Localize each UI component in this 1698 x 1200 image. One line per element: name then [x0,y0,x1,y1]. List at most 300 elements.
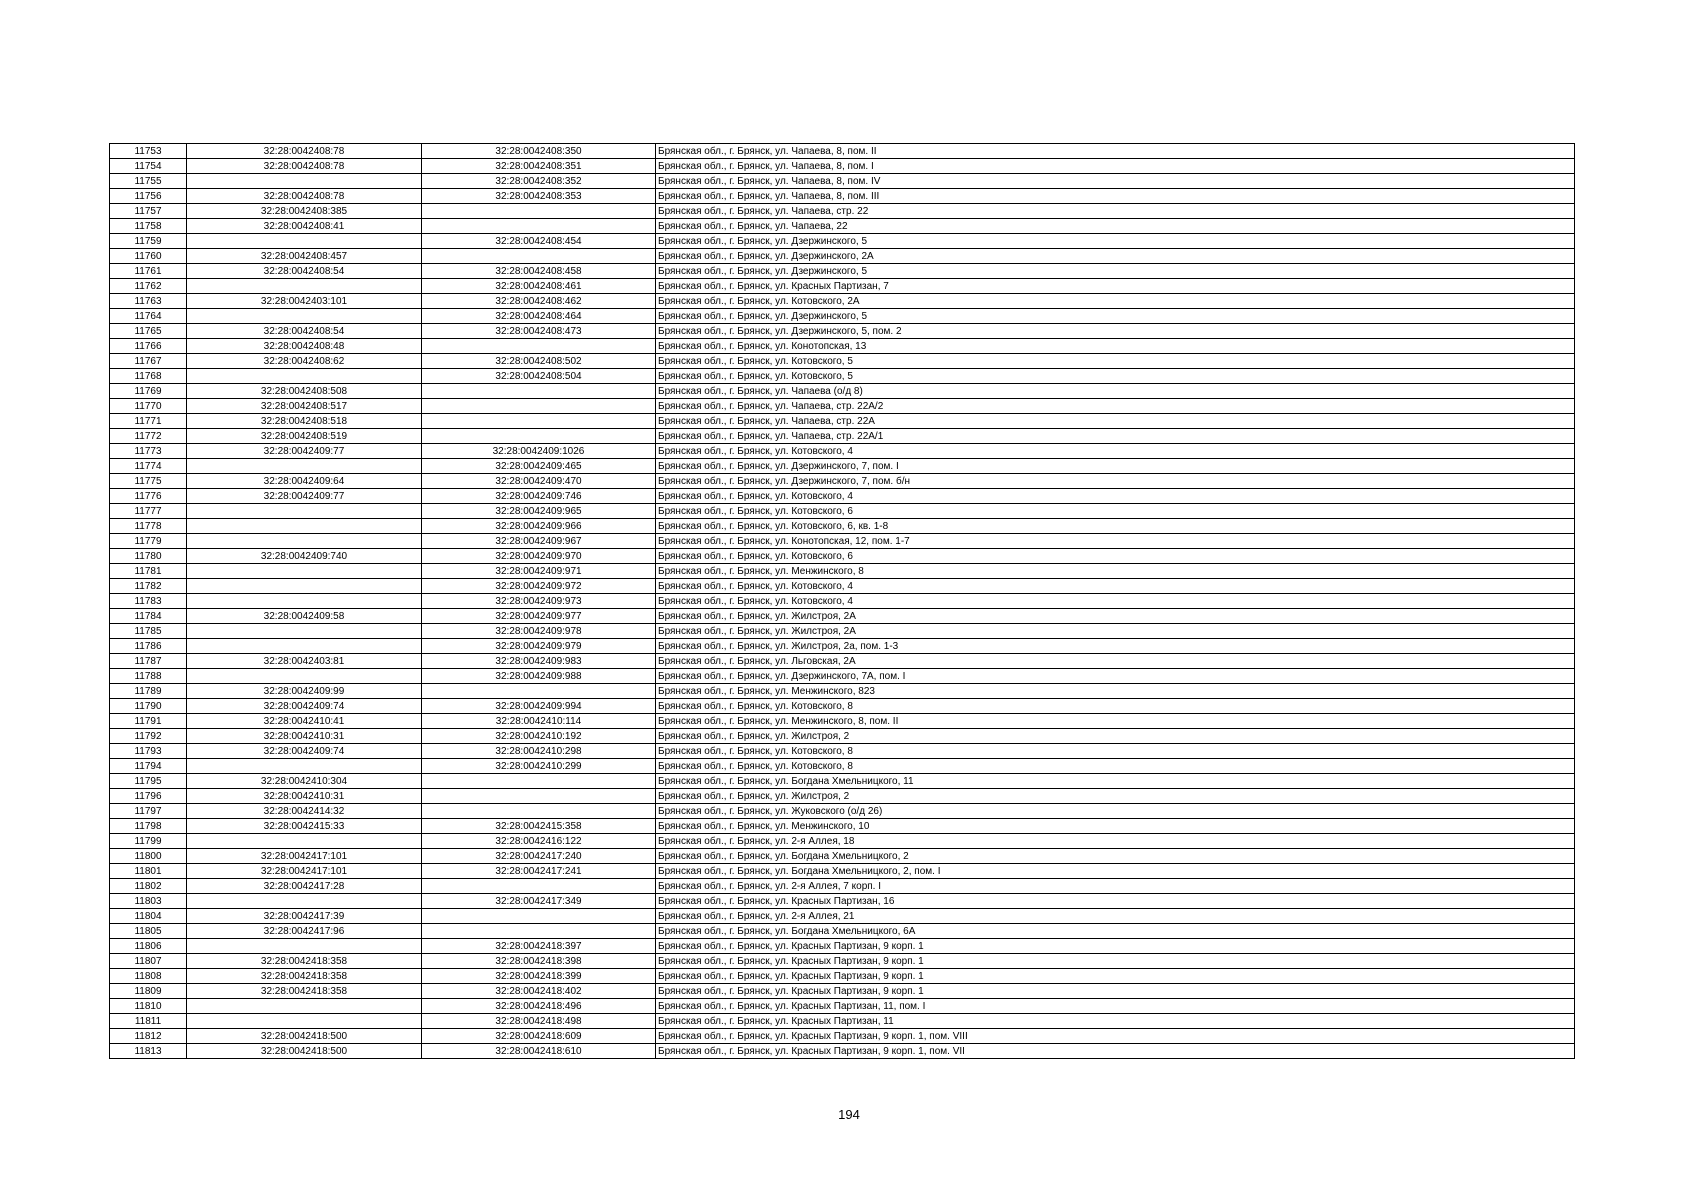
object-number-cell: 32:28:0042409:967 [422,534,656,549]
table-row [110,324,1575,339]
address-cell: Брянская обл., г. Брянск, ул. Богдана Хмельницкого, 11 [656,774,1575,789]
address-cell: Брянская обл., г. Брянск, ул. Чапаева, 8, пом. II [656,144,1575,159]
address-cell: Брянская обл., г. Брянск, ул. Жилстроя, 2А [656,609,1575,624]
row-number-cell: 11771 [110,414,187,429]
address-cell: Брянская обл., г. Брянск, ул. Менжинского, 823 [656,684,1575,699]
parcel-number-cell: 32:28:0042408:54 [187,324,422,339]
object-number-cell: 32:28:0042409:988 [422,669,656,684]
parcel-number-cell: 32:28:0042417:39 [187,909,422,924]
row-number-cell: 11811 [110,1014,187,1029]
table-row [110,699,1575,714]
address-cell: Брянская обл., г. Брянск, ул. Красных Партизан, 9 корп. 1 [656,954,1575,969]
parcel-number-cell: 32:28:0042408:78 [187,159,422,174]
address-cell: Брянская обл., г. Брянск, ул. Красных Партизан, 9 корп. 1 [656,939,1575,954]
address-cell: Брянская обл., г. Брянск, ул. Красных Партизан, 7 [656,279,1575,294]
address-cell: Брянская обл., г. Брянск, ул. Дзержинского, 5 [656,234,1575,249]
parcel-number-cell [187,534,422,549]
row-number-cell: 11758 [110,219,187,234]
object-number-cell: 32:28:0042408:458 [422,264,656,279]
object-number-cell: 32:28:0042410:298 [422,744,656,759]
table-row [110,369,1575,384]
parcel-number-cell: 32:28:0042418:500 [187,1044,422,1059]
table-row [110,354,1575,369]
parcel-number-cell [187,639,422,654]
table-row [110,789,1575,804]
object-number-cell: 32:28:0042418:498 [422,1014,656,1029]
table-row [110,774,1575,789]
object-number-cell: 32:28:0042418:610 [422,1044,656,1059]
row-number-cell: 11774 [110,459,187,474]
table-row [110,849,1575,864]
table-row [110,819,1575,834]
object-number-cell [422,399,656,414]
address-cell: Брянская обл., г. Брянск, ул. Котовского, 4 [656,594,1575,609]
object-number-cell: 32:28:0042409:973 [422,594,656,609]
address-cell: Брянская обл., г. Брянск, ул. Богдана Хмельницкого, 6А [656,924,1575,939]
object-number-cell: 32:28:0042409:977 [422,609,656,624]
object-number-cell: 32:28:0042409:994 [422,699,656,714]
row-number-cell: 11764 [110,309,187,324]
parcel-number-cell: 32:28:0042409:58 [187,609,422,624]
row-number-cell: 11778 [110,519,187,534]
address-cell: Брянская обл., г. Брянск, ул. Котовского, 5 [656,369,1575,384]
object-number-cell: 32:28:0042409:1026 [422,444,656,459]
address-cell: Брянская обл., г. Брянск, ул. Чапаева (о/д 8) [656,384,1575,399]
row-number-cell: 11776 [110,489,187,504]
row-number-cell: 11800 [110,849,187,864]
object-number-cell: 32:28:0042418:399 [422,969,656,984]
row-number-cell: 11810 [110,999,187,1014]
table-row [110,384,1575,399]
object-number-cell: 32:28:0042408:353 [422,189,656,204]
address-cell: Брянская обл., г. Брянск, ул. Жилстроя, 2 [656,729,1575,744]
table-row [110,489,1575,504]
parcel-number-cell: 32:28:0042417:28 [187,879,422,894]
table-row [110,684,1575,699]
parcel-number-cell [187,234,422,249]
address-cell: Брянская обл., г. Брянск, ул. Жилстроя, 2а, пом. 1-3 [656,639,1575,654]
row-number-cell: 11798 [110,819,187,834]
object-number-cell: 32:28:0042410:114 [422,714,656,729]
address-cell: Брянская обл., г. Брянск, ул. Котовского, 6, кв. 1-8 [656,519,1575,534]
address-cell: Брянская обл., г. Брянск, ул. Дзержинского, 7А, пом. I [656,669,1575,684]
row-number-cell: 11801 [110,864,187,879]
address-cell: Брянская обл., г. Брянск, ул. Котовского, 4 [656,489,1575,504]
object-number-cell: 32:28:0042409:983 [422,654,656,669]
parcel-number-cell: 32:28:0042410:304 [187,774,422,789]
object-number-cell: 32:28:0042408:473 [422,324,656,339]
address-cell: Брянская обл., г. Брянск, ул. Чапаева, стр. 22А/2 [656,399,1575,414]
parcel-number-cell: 32:28:0042409:99 [187,684,422,699]
object-number-cell [422,204,656,219]
object-number-cell: 32:28:0042409:746 [422,489,656,504]
object-number-cell: 32:28:0042408:352 [422,174,656,189]
object-number-cell: 32:28:0042409:972 [422,579,656,594]
row-number-cell: 11756 [110,189,187,204]
parcel-number-cell: 32:28:0042410:31 [187,789,422,804]
parcel-number-cell: 32:28:0042408:508 [187,384,422,399]
row-number-cell: 11779 [110,534,187,549]
table-row [110,984,1575,999]
object-number-cell: 32:28:0042418:398 [422,954,656,969]
object-number-cell: 32:28:0042409:978 [422,624,656,639]
row-number-cell: 11763 [110,294,187,309]
object-number-cell [422,384,656,399]
parcel-number-cell [187,519,422,534]
table-row [110,759,1575,774]
address-cell: Брянская обл., г. Брянск, ул. Дзержинского, 2А [656,249,1575,264]
parcel-number-cell [187,279,422,294]
object-number-cell [422,909,656,924]
parcel-number-cell [187,624,422,639]
address-cell: Брянская обл., г. Брянск, ул. Чапаева, стр. 22 [656,204,1575,219]
address-cell: Брянская обл., г. Брянск, ул. Котовского, 4 [656,579,1575,594]
parcel-number-cell: 32:28:0042408:385 [187,204,422,219]
row-number-cell: 11768 [110,369,187,384]
row-number-cell: 11809 [110,984,187,999]
row-number-cell: 11806 [110,939,187,954]
object-number-cell: 32:28:0042408:464 [422,309,656,324]
table-row [110,639,1575,654]
address-cell: Брянская обл., г. Брянск, ул. Котовского, 5 [656,354,1575,369]
object-number-cell [422,879,656,894]
table-row [110,174,1575,189]
address-cell: Брянская обл., г. Брянск, ул. Красных Партизан, 9 корп. 1 [656,984,1575,999]
table-row [110,969,1575,984]
table-row [110,654,1575,669]
row-number-cell: 11761 [110,264,187,279]
address-cell: Брянская обл., г. Брянск, ул. Жуковского (о/д 26) [656,804,1575,819]
address-cell: Брянская обл., г. Брянск, ул. Котовского, 4 [656,444,1575,459]
row-number-cell: 11813 [110,1044,187,1059]
address-cell: Брянская обл., г. Брянск, ул. Конотопская, 13 [656,339,1575,354]
cadastral-table [109,143,1575,1059]
address-cell: Брянская обл., г. Брянск, ул. 2-я Аллея, 7 корп. I [656,879,1575,894]
table-row [110,999,1575,1014]
table-row [110,594,1575,609]
address-cell: Брянская обл., г. Брянск, ул. Котовского, 2А [656,294,1575,309]
table-row [110,1044,1575,1059]
object-number-cell [422,804,656,819]
parcel-number-cell: 32:28:0042408:457 [187,249,422,264]
row-number-cell: 11786 [110,639,187,654]
address-cell: Брянская обл., г. Брянск, ул. Котовского, 8 [656,759,1575,774]
address-cell: Брянская обл., г. Брянск, ул. Дзержинского, 5, пом. 2 [656,324,1575,339]
parcel-number-cell: 32:28:0042409:77 [187,444,422,459]
parcel-number-cell: 32:28:0042409:74 [187,699,422,714]
table-row [110,954,1575,969]
object-number-cell: 32:28:0042417:240 [422,849,656,864]
row-number-cell: 11805 [110,924,187,939]
row-number-cell: 11766 [110,339,187,354]
parcel-number-cell [187,369,422,384]
parcel-number-cell [187,834,422,849]
address-cell: Брянская обл., г. Брянск, ул. Красных Партизан, 11, пом. I [656,999,1575,1014]
address-cell: Брянская обл., г. Брянск, ул. Чапаева, 8, пом. III [656,189,1575,204]
parcel-number-cell: 32:28:0042418:358 [187,954,422,969]
object-number-cell: 32:28:0042408:461 [422,279,656,294]
table-row [110,564,1575,579]
address-cell: Брянская обл., г. Брянск, ул. Котовского, 6 [656,504,1575,519]
parcel-number-cell: 32:28:0042408:48 [187,339,422,354]
row-number-cell: 11807 [110,954,187,969]
row-number-cell: 11777 [110,504,187,519]
address-cell: Брянская обл., г. Брянск, ул. 2-я Аллея, 18 [656,834,1575,849]
address-cell: Брянская обл., г. Брянск, ул. Котовского, 6 [656,549,1575,564]
table-row [110,924,1575,939]
row-number-cell: 11772 [110,429,187,444]
address-cell: Брянская обл., г. Брянск, ул. Котовского, 8 [656,744,1575,759]
row-number-cell: 11781 [110,564,187,579]
table-row [110,234,1575,249]
parcel-number-cell [187,939,422,954]
parcel-number-cell [187,459,422,474]
address-cell: Брянская обл., г. Брянск, ул. Красных Партизан, 9 корп. 1, пом. VII [656,1044,1575,1059]
row-number-cell: 11794 [110,759,187,774]
row-number-cell: 11754 [110,159,187,174]
parcel-number-cell: 32:28:0042409:740 [187,549,422,564]
table-row [110,714,1575,729]
row-number-cell: 11753 [110,144,187,159]
table-row [110,504,1575,519]
table-row [110,309,1575,324]
row-number-cell: 11770 [110,399,187,414]
object-number-cell [422,429,656,444]
address-cell: Брянская обл., г. Брянск, ул. Чапаева, 8, пом. IV [656,174,1575,189]
table-row [110,144,1575,159]
page-number: 194 [838,1107,860,1122]
row-number-cell: 11787 [110,654,187,669]
object-number-cell: 32:28:0042408:462 [422,294,656,309]
address-cell: Брянская обл., г. Брянск, ул. Красных Партизан, 16 [656,894,1575,909]
table-row [110,339,1575,354]
table-row [110,549,1575,564]
parcel-number-cell: 32:28:0042408:78 [187,144,422,159]
table-row [110,939,1575,954]
row-number-cell: 11788 [110,669,187,684]
row-number-cell: 11791 [110,714,187,729]
address-cell: Брянская обл., г. Брянск, ул. Жилстроя, 2 [656,789,1575,804]
parcel-number-cell [187,669,422,684]
address-cell: Брянская обл., г. Брянск, ул. Дзержинского, 7, пом. I [656,459,1575,474]
parcel-number-cell [187,564,422,579]
object-number-cell: 32:28:0042409:979 [422,639,656,654]
object-number-cell: 32:28:0042408:351 [422,159,656,174]
object-number-cell: 32:28:0042418:496 [422,999,656,1014]
row-number-cell: 11795 [110,774,187,789]
parcel-number-cell: 32:28:0042410:41 [187,714,422,729]
parcel-number-cell [187,594,422,609]
address-cell: Брянская обл., г. Брянск, ул. Жилстроя, 2А [656,624,1575,639]
row-number-cell: 11765 [110,324,187,339]
table-row [110,294,1575,309]
object-number-cell: 32:28:0042408:504 [422,369,656,384]
table-row [110,879,1575,894]
row-number-cell: 11767 [110,354,187,369]
table-row [110,414,1575,429]
row-number-cell: 11762 [110,279,187,294]
parcel-number-cell: 32:28:0042410:31 [187,729,422,744]
parcel-number-cell [187,174,422,189]
row-number-cell: 11785 [110,624,187,639]
object-number-cell [422,789,656,804]
parcel-number-cell: 32:28:0042408:41 [187,219,422,234]
row-number-cell: 11812 [110,1029,187,1044]
row-number-cell: 11769 [110,384,187,399]
row-number-cell: 11757 [110,204,187,219]
parcel-number-cell: 32:28:0042418:358 [187,969,422,984]
row-number-cell: 11789 [110,684,187,699]
parcel-number-cell: 32:28:0042408:519 [187,429,422,444]
table-row [110,579,1575,594]
row-number-cell: 11792 [110,729,187,744]
row-number-cell: 11804 [110,909,187,924]
object-number-cell: 32:28:0042418:397 [422,939,656,954]
parcel-number-cell: 32:28:0042417:101 [187,864,422,879]
parcel-number-cell: 32:28:0042409:77 [187,489,422,504]
object-number-cell: 32:28:0042409:966 [422,519,656,534]
object-number-cell: 32:28:0042408:454 [422,234,656,249]
object-number-cell: 32:28:0042418:402 [422,984,656,999]
row-number-cell: 11797 [110,804,187,819]
parcel-number-cell: 32:28:0042403:81 [187,654,422,669]
row-number-cell: 11793 [110,744,187,759]
table-row [110,804,1575,819]
row-number-cell: 11773 [110,444,187,459]
object-number-cell [422,249,656,264]
table-row [110,459,1575,474]
object-number-cell: 32:28:0042410:299 [422,759,656,774]
address-cell: Брянская обл., г. Брянск, ул. Красных Партизан, 9 корп. 1, пом. VIII [656,1029,1575,1044]
object-number-cell: 32:28:0042409:970 [422,549,656,564]
address-cell: Брянская обл., г. Брянск, ул. Котовского, 8 [656,699,1575,714]
row-number-cell: 11803 [110,894,187,909]
parcel-number-cell [187,579,422,594]
address-cell: Брянская обл., г. Брянск, ул. Чапаева, 8, пом. I [656,159,1575,174]
parcel-number-cell: 32:28:0042408:518 [187,414,422,429]
parcel-number-cell: 32:28:0042417:101 [187,849,422,864]
table-row [110,474,1575,489]
address-cell: Брянская обл., г. Брянск, ул. Красных Партизан, 9 корп. 1 [656,969,1575,984]
table-row [110,279,1575,294]
object-number-cell [422,414,656,429]
object-number-cell [422,684,656,699]
table-row [110,399,1575,414]
address-cell: Брянская обл., г. Брянск, ул. Дзержинского, 5 [656,264,1575,279]
address-cell: Брянская обл., г. Брянск, ул. Льговская, 2А [656,654,1575,669]
table-row [110,189,1575,204]
table-row [110,909,1575,924]
table-row [110,624,1575,639]
parcel-number-cell [187,1014,422,1029]
table-row [110,744,1575,759]
parcel-number-cell: 32:28:0042409:74 [187,744,422,759]
row-number-cell: 11796 [110,789,187,804]
address-cell: Брянская обл., г. Брянск, ул. Менжинского, 8, пом. II [656,714,1575,729]
object-number-cell [422,219,656,234]
table-row [110,429,1575,444]
object-number-cell: 32:28:0042409:470 [422,474,656,489]
row-number-cell: 11760 [110,249,187,264]
address-cell: Брянская обл., г. Брянск, ул. Менжинского, 8 [656,564,1575,579]
object-number-cell: 32:28:0042410:192 [422,729,656,744]
table-row [110,894,1575,909]
cadastral-table-body [110,144,1575,1059]
parcel-number-cell: 32:28:0042418:358 [187,984,422,999]
table-row [110,264,1575,279]
row-number-cell: 11808 [110,969,187,984]
table-row [110,249,1575,264]
row-number-cell: 11755 [110,174,187,189]
parcel-number-cell: 32:28:0042408:517 [187,399,422,414]
address-cell: Брянская обл., г. Брянск, ул. Богдана Хмельницкого, 2 [656,849,1575,864]
object-number-cell: 32:28:0042409:965 [422,504,656,519]
table-row [110,834,1575,849]
parcel-number-cell: 32:28:0042403:101 [187,294,422,309]
table-row [110,669,1575,684]
address-cell: Брянская обл., г. Брянск, ул. Чапаева, 22 [656,219,1575,234]
object-number-cell: 32:28:0042417:349 [422,894,656,909]
object-number-cell: 32:28:0042408:502 [422,354,656,369]
row-number-cell: 11802 [110,879,187,894]
parcel-number-cell [187,894,422,909]
parcel-number-cell: 32:28:0042408:78 [187,189,422,204]
object-number-cell: 32:28:0042415:358 [422,819,656,834]
object-number-cell: 32:28:0042416:122 [422,834,656,849]
object-number-cell [422,339,656,354]
object-number-cell: 32:28:0042409:971 [422,564,656,579]
parcel-number-cell [187,309,422,324]
address-cell: Брянская обл., г. Брянск, ул. Конотопская, 12, пом. 1-7 [656,534,1575,549]
object-number-cell: 32:28:0042418:609 [422,1029,656,1044]
object-number-cell: 32:28:0042409:465 [422,459,656,474]
address-cell: Брянская обл., г. Брянск, ул. Дзержинского, 5 [656,309,1575,324]
object-number-cell: 32:28:0042408:350 [422,144,656,159]
address-cell: Брянская обл., г. Брянск, ул. 2-я Аллея, 21 [656,909,1575,924]
table-row [110,204,1575,219]
object-number-cell [422,924,656,939]
row-number-cell: 11784 [110,609,187,624]
row-number-cell: 11780 [110,549,187,564]
table-row [110,609,1575,624]
table-row [110,729,1575,744]
object-number-cell: 32:28:0042417:241 [422,864,656,879]
table-row [110,159,1575,174]
address-cell: Брянская обл., г. Брянск, ул. Чапаева, стр. 22А/1 [656,429,1575,444]
table-row [110,519,1575,534]
address-cell: Брянская обл., г. Брянск, ул. Богдана Хмельницкого, 2, пом. I [656,864,1575,879]
row-number-cell: 11799 [110,834,187,849]
row-number-cell: 11759 [110,234,187,249]
address-cell: Брянская обл., г. Брянск, ул. Менжинского, 10 [656,819,1575,834]
table-row [110,534,1575,549]
parcel-number-cell: 32:28:0042408:62 [187,354,422,369]
parcel-number-cell [187,999,422,1014]
address-cell: Брянская обл., г. Брянск, ул. Чапаева, стр. 22А [656,414,1575,429]
parcel-number-cell [187,504,422,519]
table-row [110,1014,1575,1029]
row-number-cell: 11790 [110,699,187,714]
table-row [110,1029,1575,1044]
row-number-cell: 11783 [110,594,187,609]
parcel-number-cell: 32:28:0042408:54 [187,264,422,279]
parcel-number-cell [187,759,422,774]
parcel-number-cell: 32:28:0042415:33 [187,819,422,834]
row-number-cell: 11775 [110,474,187,489]
address-cell: Брянская обл., г. Брянск, ул. Дзержинского, 7, пом. б/н [656,474,1575,489]
row-number-cell: 11782 [110,579,187,594]
parcel-number-cell: 32:28:0042418:500 [187,1029,422,1044]
